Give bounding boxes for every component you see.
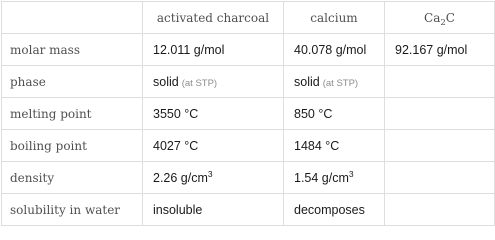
- cell-value: 1484 °C: [284, 130, 385, 162]
- density-exponent: 3: [207, 168, 213, 179]
- cell-value: [143, 162, 284, 194]
- phase-note: (at STP): [181, 77, 218, 89]
- phase-note: (at STP): [322, 77, 359, 89]
- cell-value: [385, 130, 495, 162]
- column-header-activated-charcoal: activated charcoal: [143, 2, 284, 34]
- formula-base: Ca: [424, 10, 441, 25]
- column-header-ca2c: [385, 2, 495, 34]
- row-label-molar-mass: molar mass: [2, 34, 143, 66]
- cell-value: [143, 66, 284, 98]
- phase-value: solid: [294, 74, 320, 89]
- cell-value: 3550 °C: [143, 98, 284, 130]
- cell-value: [385, 66, 495, 98]
- cell-value: [284, 66, 385, 98]
- row-label-solubility-in-water: solubility in water: [2, 194, 143, 226]
- table-row: [2, 98, 495, 130]
- formula-subscript: 2: [440, 17, 446, 28]
- cell-value: 40.078 g/mol: [284, 34, 385, 66]
- cell-value: 4027 °C: [143, 130, 284, 162]
- cell-value: [385, 194, 495, 226]
- cell-value: decomposes: [284, 194, 385, 226]
- properties-table: [1, 1, 495, 226]
- formula-tail: C: [445, 10, 455, 25]
- table-row: [2, 194, 495, 226]
- phase-value: solid: [153, 74, 179, 89]
- table-row: [2, 66, 495, 98]
- row-label-melting-point: melting point: [2, 98, 143, 130]
- table-row: [2, 130, 495, 162]
- cell-value: [385, 162, 495, 194]
- cell-value: 850 °C: [284, 98, 385, 130]
- column-header-calcium: calcium: [284, 2, 385, 34]
- density-exponent: 3: [348, 168, 354, 179]
- table-row: [2, 162, 495, 194]
- cell-value: 12.011 g/mol: [143, 34, 284, 66]
- header-row: [2, 2, 495, 34]
- density-value: 1.54 g/cm: [294, 170, 349, 185]
- row-label-boiling-point: boiling point: [2, 130, 143, 162]
- table-row: [2, 34, 495, 66]
- cell-value: [385, 98, 495, 130]
- cell-value: 92.167 g/mol: [385, 34, 495, 66]
- empty-corner-cell: [2, 2, 143, 34]
- cell-value: [284, 162, 385, 194]
- row-label-density: density: [2, 162, 143, 194]
- density-value: 2.26 g/cm: [153, 170, 208, 185]
- row-label-phase: phase: [2, 66, 143, 98]
- cell-value: insoluble: [143, 194, 284, 226]
